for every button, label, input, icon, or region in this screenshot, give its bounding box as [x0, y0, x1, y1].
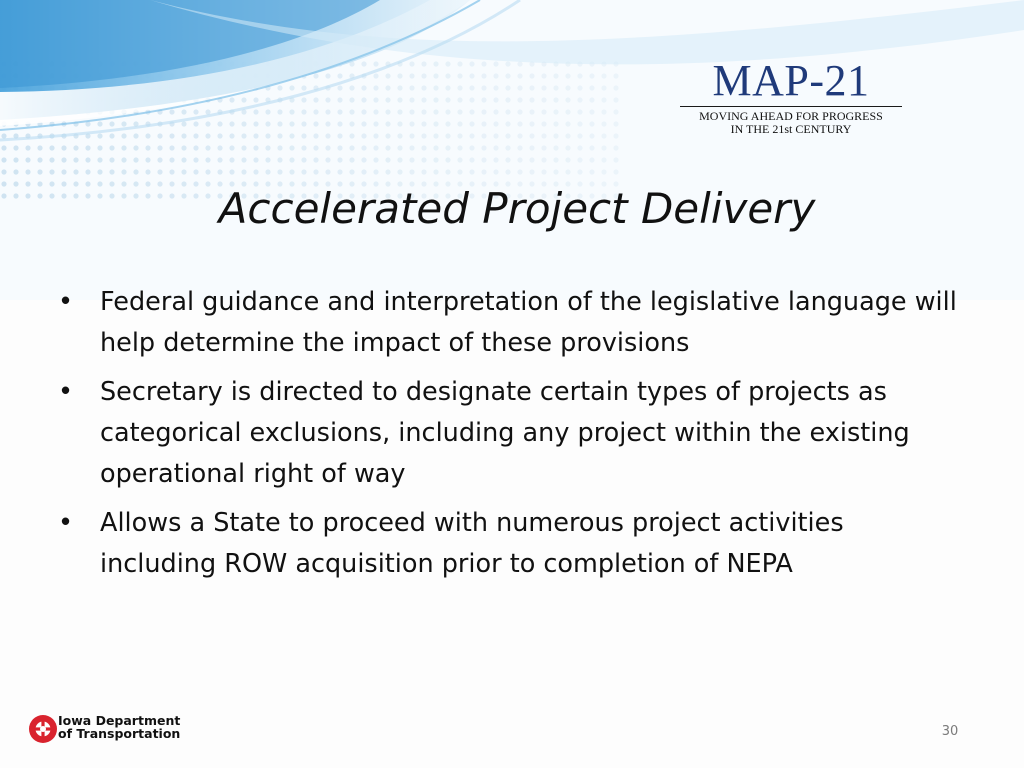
bullet-icon: •: [58, 508, 74, 538]
bullet-icon: •: [58, 377, 74, 407]
background-swoosh: [0, 0, 1024, 300]
iowa-dot-name-line1: Iowa Department: [58, 713, 181, 728]
iowa-dot-name: [58, 714, 180, 740]
bullet-text: Federal guidance and interpretation of the legislative language will help determine the impact of these provisions: [100, 287, 957, 358]
map21-logo-rule: [680, 106, 902, 107]
map21-logo-tagline-1: MOVING AHEAD FOR PROGRESS: [699, 109, 883, 123]
bullet-text: Secretary is directed to designate certain types of projects as categorical exclusions, including any project within the existing operational right of way: [100, 377, 910, 489]
map21-logo: [676, 58, 906, 136]
bullet-item: [56, 372, 966, 495]
bullet-item: [56, 282, 966, 364]
iowa-dot-emblem-icon: [28, 714, 58, 744]
iowa-dot-logo: [28, 712, 198, 746]
bullet-text: Allows a State to proceed with numerous project activities including ROW acquisition prior to completion of NEPA: [100, 508, 844, 579]
bullet-icon: •: [58, 287, 74, 317]
slide-title: Accelerated Project Delivery: [218, 184, 816, 233]
iowa-dot-name-line2: of Transportation: [58, 726, 181, 741]
page-number: 30: [941, 724, 959, 739]
bullet-list: [56, 282, 966, 593]
map21-logo-tagline-2: IN THE 21st CENTURY: [730, 122, 852, 136]
map21-logo-title: MAP-21: [712, 56, 870, 105]
bullet-item: [56, 503, 966, 585]
